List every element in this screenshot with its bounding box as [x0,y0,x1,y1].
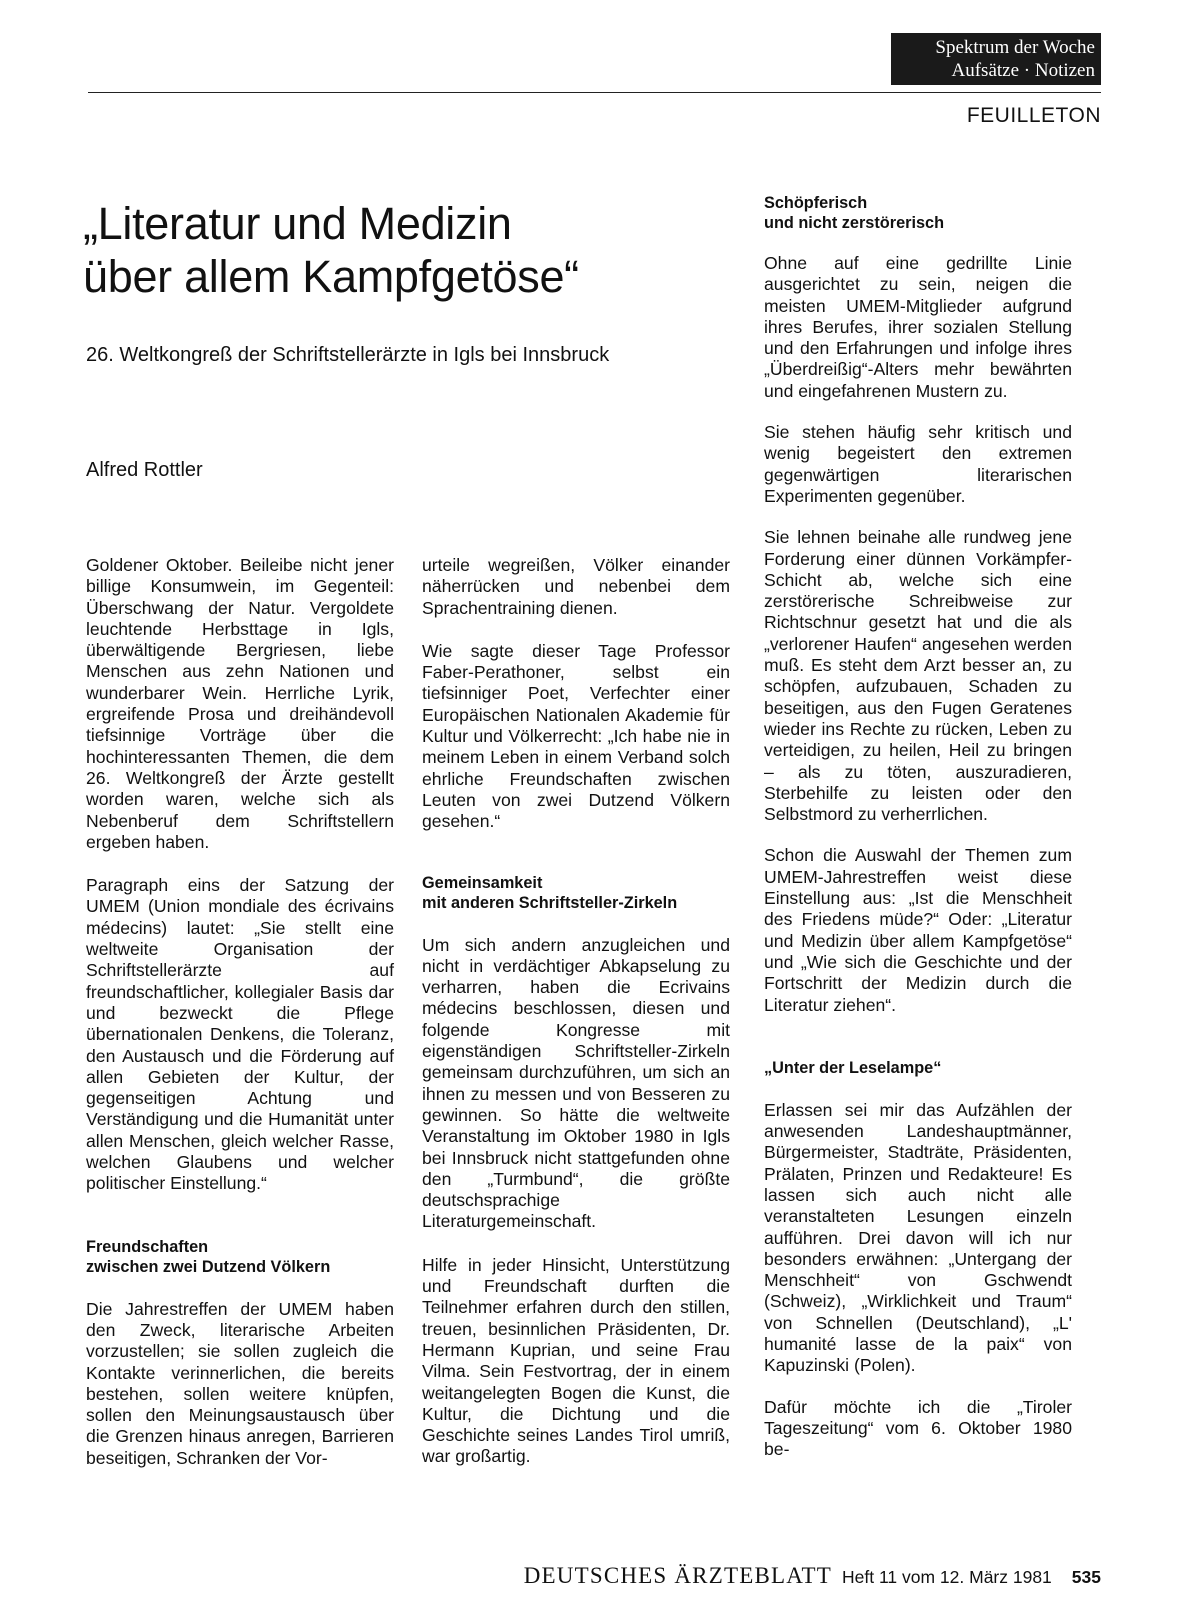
paragraph: urteile wegreißen, Völker einander näherrücken und nebenbei dem Sprachentraining dienen. [422,555,730,618]
subheading-line-2: und nicht zerstörerisch [764,214,945,232]
issue-info: Heft 11 vom 12. März 1981 [842,1567,1052,1587]
badge-line-2: Aufsätze · Notizen [951,60,1095,81]
paragraph: Wie sagte dieser Tage Professor Faber-Perathoner, selbst ein tiefsinniger Poet, Verfechter einer Europäischen Nationalen Akademie für Kultur und Völkerrecht: „Ich habe nie in meinem Leben in einem Verband solch ehrliche Freundschaften zwischen Leuten von zwei Dutzend Völkern gesehen.“ [422,640,730,832]
subheading-line-1: Freundschaften [86,1237,209,1256]
paragraph: Sie stehen häufig sehr kritisch und wenig begeistert den extremen gegenwärtigen literarischen Experimenten gegenüber. [764,422,1072,506]
header-rule [88,92,1101,93]
article-author: Alfred Rottler [86,459,203,481]
paragraph: Erlassen sei mir das Aufzählen der anwesenden Landeshauptmänner, Bürgermeister, Stadträte, Präsidenten, Prälaten, Prinzen und Redakteure! Es lassen sich auch nicht alle veranstalteten Lesungen einzeln aufführen. Drei davon will ich nur besonders erwähnen: „Untergang der Menschheit“ von Gschwendt (Schweiz), „Wirklichkeit und Traum“ von Schnellen (Deutschland), „L' humanité lasse de la paix“ von Kapuzinski (Polen). [764,1099,1072,1376]
badge-line-1: Spektrum der Woche [935,37,1095,58]
column-3-top [764,193,1072,1461]
section-badge [891,33,1101,85]
paragraph: Paragraph eins der Satzung der UMEM (Union mondiale des écrivains médecins) lautet: „Sie stellt eine weltweite Organisation der Schriftstellerärzte auf freundschaftlicher, kollegialer Basis dar und bezweckt die Pflege übernationalen Denkens, die Toleranz, den Austausch und die Förderung auf allen Gebieten der Kultur, der gegenseitigen Achtung und Verständigung und die Humanität unter allen Menschen, gleich welcher Rasse, welchen Glaubens und welcher politischer Einstellung.“ [86,875,394,1194]
paragraph: Schon die Auswahl der Themen zum UMEM-Jahrestreffen weist diese Einstellung aus: „Ist die Menschheit des Friedens müde?“ Oder: „Literatur und Medizin über allem Kampfgetöse“ und „Wie sich die Geschichte und der Fortschritt der Medizin durch die Literatur ziehen“. [764,845,1072,1015]
subheading-line-2: zwischen zwei Dutzend Völkern [86,1257,331,1276]
section-label: FEUILLETON [966,104,1101,127]
subheading-line-2: mit anderen Schriftsteller-Zirkeln [422,893,678,912]
paragraph: Goldener Oktober. Beileibe nicht jener billige Konsumwein, im Gegenteil: Überschwang der Natur. Vergoldete leuchtende Herbsttage in Igls, überwältigende Bergriesen, liebe Menschen aus zehn Nationen und wunderbarer Wein. Herrliche Lyrik, ergreifende Prosa und dreihändevoll tiefsinnige Vorträge über die hochinteressanten Themen, die dem 26. Weltkongreß der Ärzte gestellt worden waren, welche sich als Nebenberuf dem Schriftstellern ergeben haben. [86,555,394,852]
page-number: 535 [1071,1567,1101,1587]
paragraph: Ohne auf eine gedrillte Linie ausgerichtet zu sein, neigen die meisten UMEM-Mitglieder aufgrund ihres Berufes, ihrer sozialen Stellung und den Erfahrungen und infolge ihres „Überdreißig“-Alters mehr bewährten und eingefahrenen Mustern zu. [764,253,1072,401]
title-line-2: über allem Kampfgetöse“ [83,251,579,302]
paragraph: Um sich andern anzugleichen und nicht in verdächtiger Abkapselung zu verharren, haben die Ecrivains médecins beschlossen, diesen und folgende Kongresse mit eigenständigen Schriftsteller-Zirkeln gemeinsam durchzuführen, um sich an ihnen zu messen und von Besseren zu gewinnen. So hätte die weltweite Veranstaltung im Oktober 1980 in Igls bei Innsbruck nicht stattgefunden ohne den „Turmbund“, die größte deutschsprachige Literaturgemeinschaft. [422,934,730,1232]
journal-masthead: DEUTSCHES ÄRZTEBLATT [523,1563,833,1588]
subheading-line-1: Gemeinsamkeit [422,873,543,892]
title-line-1: „Literatur und Medizin [83,198,512,249]
article-subtitle: 26. Weltkongreß der Schriftstellerärzte in Igls bei Innsbruck [86,344,610,366]
subheading-line-1: Schöpferisch [764,194,868,212]
page-footer [524,1563,1101,1589]
subheading [764,193,1072,233]
column-2 [422,555,730,1468]
article-title [83,197,723,303]
paragraph: Hilfe in jeder Hinsicht, Unterstützung und Freundschaft durften die Teilnehmer erfahren durch den stillen, treuen, besinnlichen Präsidenten, Dr. Hermann Kuprian, und seine Frau Vilma. Sein Festvortrag, der in einem weitangelegten Bogen die Kunst, die Kultur, die Dichtung und die Geschichte seines Landes Tirol umriß, war großartig. [422,1254,730,1467]
subheading [422,873,730,913]
subheading [86,1237,394,1277]
column-1 [86,555,394,1469]
subheading: „Unter der Leselampe“ [764,1058,942,1077]
paragraph: Sie lehnen beinahe alle rundweg jene Forderung einer dünnen Vorkämpfer-Schicht ab, welche sich eine zerstörerische Schreibweise zur Richtschnur gesetzt hat und die als „verlorener Haufen“ angesehen werden muß. Es steht dem Arzt besser an, zu schöpfen, aufzubauen, Schaden zu beseitigen, aus den Fugen Geratenes wieder ins Rechte zu rücken, Leben zu verteidigen, zu heilen, Heil zu bringen – als zu töten, auszuradieren, Sterbehilfe zu leisten oder den Selbstmord zu verherrlichen. [764,527,1072,825]
paragraph: Dafür möchte ich die „Tiroler Tageszeitung“ vom 6. Oktober 1980 be- [764,1396,1072,1460]
paragraph: Die Jahrestreffen der UMEM haben den Zweck, literarische Arbeiten vorzustellen; sie sollen zugleich die Kontakte verinnerlichen, die bereits bestehen, sollen weitere knüpfen, sollen den Meinungsaustausch über die Grenzen hinaus anregen, Barrieren beseitigen, Schranken der Vor- [86,1298,394,1468]
